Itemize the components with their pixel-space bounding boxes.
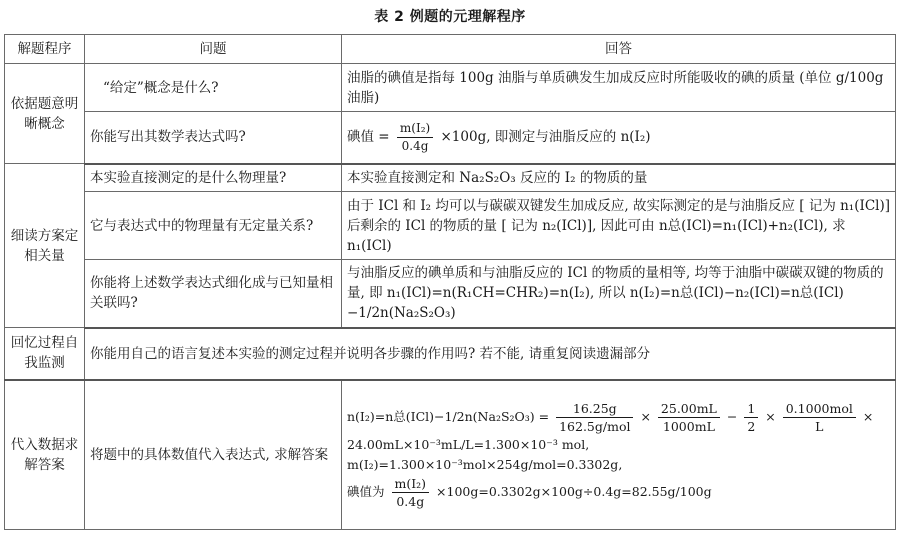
table-row (5, 380, 896, 530)
header-answer: 回答 (342, 35, 896, 64)
fraction (397, 120, 433, 155)
fraction-denominator: L (815, 418, 824, 434)
fraction (658, 400, 720, 435)
fraction-numerator: 0.1000mol (783, 400, 856, 418)
answer-suffix: ×100g, 即测定与油脂反应的 n(I₂) (440, 128, 651, 145)
header-procedure: 解题程序 (5, 35, 85, 64)
section-label-3: 回忆过程自我监测 (5, 328, 85, 380)
table-header-row (5, 35, 896, 64)
calc-line-4 (347, 475, 890, 510)
answer-cell: 油脂的碘值是指每 100g 油脂与单质碘发生加成反应时所能吸收的碘的质量 (单位 g/100g 油脂) (342, 64, 896, 112)
minus-sign: − (726, 408, 738, 424)
section-label-2: 细读方案定相关量 (5, 164, 85, 328)
question-cell: 将题中的具体数值代入表达式, 求解答案 (85, 380, 342, 530)
answer-prefix: 碘值 = (347, 128, 390, 145)
calc-line-2: 24.00mL×10⁻³mL/L=1.300×10⁻³ mol, (347, 436, 590, 452)
question-cell: 你能用自己的语言复述本实验的测定过程并说明各步骤的作用吗? 若不能, 请重复阅读遗漏部分 (85, 328, 896, 380)
calc-suffix: ×100g=0.3302g×100g÷0.4g=82.55g/100g (436, 483, 712, 499)
times-sign: × (765, 408, 776, 424)
fraction-denominator: 0.4g (396, 493, 425, 509)
question-cell: 本实验直接测定的是什么物理量? (85, 164, 342, 192)
calc-prefix: 碘值为 (347, 483, 385, 499)
question-cell: 你能写出其数学表达式吗? (85, 112, 342, 164)
section-label-4: 代入数据求解答案 (5, 380, 85, 530)
calc-line-3: m(I₂)=1.300×10⁻³mol×254g/mol=0.3302g, (347, 456, 623, 472)
fraction-denominator: 2 (747, 418, 756, 434)
answer-cell: 与油脂反应的碘单质和与油脂反应的 ICl 的物质的量相等, 均等于油脂中碳碳双键的物质的量, 即 n₁(ICl)=n(R₁CH=CHR₂)=n(I₂), 所以 n(I₂)=n总(ICl)−n₂(ICl)=n总(ICl)−1/2n(Na₂S₂O₃) (342, 260, 896, 328)
fraction-numerator: m(I₂) (392, 475, 430, 493)
table-row (5, 260, 896, 328)
fraction (744, 400, 758, 435)
question-cell: 你能将上述数学表达式细化成与已知量相关联吗? (85, 260, 342, 328)
fraction-numerator: 16.25g (556, 400, 633, 418)
fraction-denominator: 0.4g (401, 138, 429, 153)
fraction-numerator: 1 (744, 400, 758, 418)
question-cell: “给定”概念是什么? (85, 64, 342, 112)
answer-cell: 本实验直接测定和 Na₂S₂O₃ 反应的 I₂ 的物质的量 (342, 164, 896, 192)
table-row (5, 328, 896, 380)
calc-lead: n(I₂)=n总(ICl)−1/2n(Na₂S₂O₃) = (347, 408, 550, 424)
question-cell: 它与表达式中的物理量有无定量关系? (85, 192, 342, 260)
fraction (392, 475, 430, 510)
table-caption: 表 2 例题的元理解程序 (374, 9, 526, 25)
procedure-table (4, 34, 896, 530)
table-row (5, 112, 896, 164)
answer-cell (342, 112, 896, 164)
table-row (5, 192, 896, 260)
table-row (5, 64, 896, 112)
fraction-denominator: 162.5g/mol (559, 418, 631, 434)
answer-cell: 由于 ICl 和 I₂ 均可以与碳碳双键发生加成反应, 故实际测定的是与油脂反应 [ 记为 n₁(ICl)] 后剩余的 ICl 的物质的量 [ 记为 n₂(ICl)], 因此可由 n总(ICl)=n₁(ICl)+n₂(ICl), 求 n₁(ICl) (342, 192, 896, 260)
section-label-1: 依据题意明晰概念 (5, 64, 85, 164)
times-sign: × (862, 408, 874, 424)
calc-line-1 (347, 400, 890, 435)
table-row (5, 164, 896, 192)
fraction-denominator: 1000mL (662, 418, 715, 434)
answer-cell (342, 380, 896, 530)
fraction-numerator: m(I₂) (397, 120, 433, 138)
header-question: 问题 (85, 35, 342, 64)
fraction (556, 400, 633, 435)
fraction-numerator: 25.00mL (658, 400, 720, 418)
fraction (783, 400, 856, 435)
times-sign: × (640, 408, 651, 424)
